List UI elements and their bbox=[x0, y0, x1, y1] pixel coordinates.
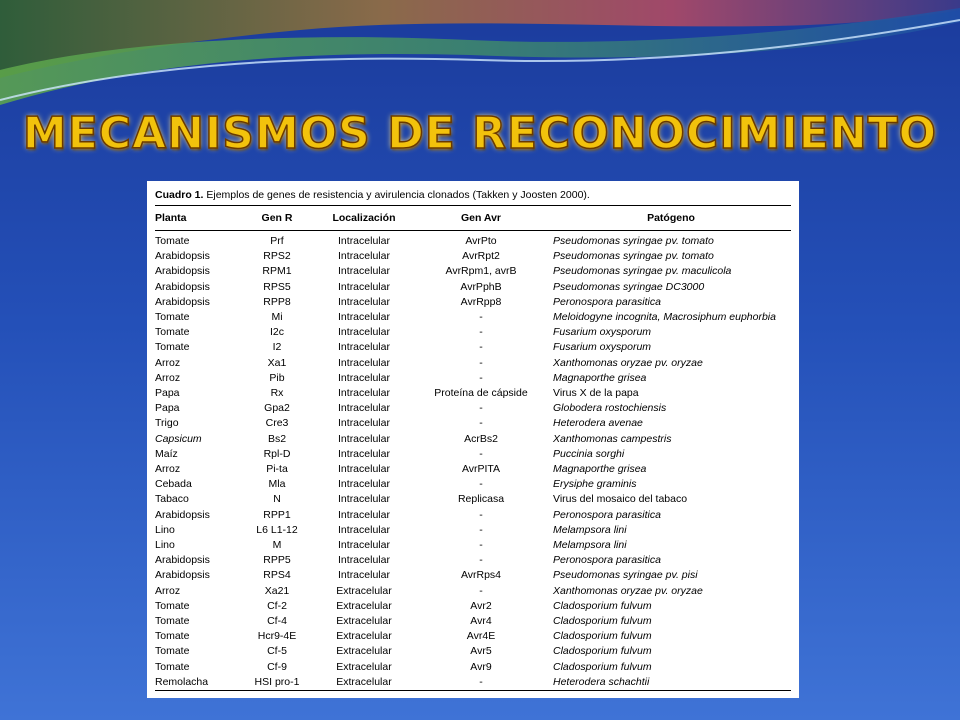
cell-gen-r: RPS2 bbox=[263, 250, 291, 263]
cell-planta: Tomate bbox=[155, 341, 190, 354]
cell-gen-r: Cf-9 bbox=[267, 660, 287, 673]
slide-title: MECANISMOS DE RECONOCIMIENTO bbox=[22, 108, 938, 159]
cell-planta: Arabidopsis bbox=[155, 554, 210, 567]
table-row bbox=[155, 553, 791, 568]
cell-localizacion: Intracelular bbox=[338, 417, 390, 430]
table-document bbox=[147, 181, 799, 698]
cell-patogeno: Pseudomonas syringae pv. maculicola bbox=[553, 265, 732, 278]
cell-gen-avr: Avr9 bbox=[470, 660, 492, 673]
table-row bbox=[155, 568, 791, 583]
cell-gen-r: Bs2 bbox=[267, 432, 287, 445]
table-body bbox=[155, 231, 791, 691]
cell-localizacion: Intracelular bbox=[338, 311, 390, 324]
table-row bbox=[155, 386, 791, 401]
cell-planta: Arroz bbox=[155, 356, 181, 369]
cell-patogeno: Xanthomonas oryzae pv. oryzae bbox=[553, 584, 703, 597]
table-row bbox=[155, 599, 791, 614]
cell-patogeno: Cladosporium fulvum bbox=[553, 630, 652, 643]
table-row bbox=[155, 432, 791, 447]
header-planta: Planta bbox=[155, 206, 243, 231]
cell-gen-avr: AvrRpm1, avrB bbox=[445, 265, 517, 278]
cell-planta: Capsicum bbox=[155, 432, 202, 445]
cell-gen-avr: AvrRps4 bbox=[460, 569, 502, 582]
cell-localizacion: Intracelular bbox=[338, 402, 390, 415]
cell-patogeno: Virus X de la papa bbox=[553, 387, 639, 400]
cell-gen-r: RPP5 bbox=[263, 554, 291, 567]
cell-gen-avr: AvrPITA bbox=[461, 463, 501, 476]
cell-localizacion: Intracelular bbox=[338, 265, 390, 278]
cell-gen-avr: - bbox=[479, 402, 483, 415]
cell-gen-avr: Avr4 bbox=[470, 615, 492, 628]
table-row bbox=[155, 401, 791, 416]
cell-localizacion: Intracelular bbox=[338, 326, 390, 339]
cell-gen-r: Cf-2 bbox=[267, 599, 287, 612]
table-row bbox=[155, 416, 791, 431]
cell-planta: Papa bbox=[155, 402, 180, 415]
cell-localizacion: Intracelular bbox=[338, 569, 390, 582]
cell-gen-avr: Replicasa bbox=[457, 493, 505, 506]
cell-patogeno: Peronospora parasitica bbox=[553, 554, 661, 567]
cell-gen-avr: Proteína de cápside bbox=[434, 387, 528, 400]
table-row bbox=[155, 325, 791, 340]
cell-planta: Tomate bbox=[155, 599, 190, 612]
cell-planta: Tomate bbox=[155, 630, 190, 643]
table-row bbox=[155, 310, 791, 325]
cell-patogeno: Cladosporium fulvum bbox=[553, 660, 652, 673]
cell-gen-r: Rx bbox=[270, 387, 284, 400]
cell-gen-avr: - bbox=[479, 508, 483, 521]
cell-patogeno: Magnaporthe grisea bbox=[553, 371, 647, 384]
cell-patogeno: Erysiphe graminis bbox=[553, 478, 637, 491]
cell-localizacion: Intracelular bbox=[338, 235, 390, 247]
cell-gen-avr: - bbox=[479, 584, 483, 597]
cell-patogeno: Fusarium oxysporum bbox=[553, 341, 652, 354]
cell-gen-avr: - bbox=[479, 539, 483, 552]
cell-planta: Tomate bbox=[155, 615, 190, 628]
table-row bbox=[155, 264, 791, 279]
table-row bbox=[155, 644, 791, 659]
cell-planta: Arroz bbox=[155, 463, 181, 476]
cell-patogeno: Globodera rostochiensis bbox=[553, 402, 667, 415]
table-row bbox=[155, 584, 791, 599]
cell-localizacion: Intracelular bbox=[338, 280, 390, 293]
cell-localizacion: Intracelular bbox=[338, 341, 390, 354]
cell-patogeno: Heterodera schachtii bbox=[545, 675, 791, 691]
table-row bbox=[155, 523, 791, 538]
cell-localizacion: Extracelular bbox=[336, 660, 392, 673]
cell-planta: Tomate bbox=[155, 660, 190, 673]
cell-planta: Lino bbox=[155, 523, 175, 536]
cell-gen-avr: AvrRpt2 bbox=[462, 250, 500, 263]
cell-patogeno: Pseudomonas syringae pv. tomato bbox=[553, 235, 714, 247]
cell-gen-r: Xa1 bbox=[267, 356, 287, 369]
cell-localizacion: Intracelular bbox=[338, 447, 390, 460]
cell-gen-r: M bbox=[272, 539, 282, 552]
cell-gen-r: RPS5 bbox=[263, 280, 291, 293]
cell-gen-r: Hcr9-4E bbox=[257, 630, 297, 643]
cell-gen-avr: - bbox=[417, 675, 545, 691]
cell-localizacion: Intracelular bbox=[338, 250, 390, 263]
cell-localizacion: Intracelular bbox=[338, 371, 390, 384]
cell-localizacion: Intracelular bbox=[338, 432, 390, 445]
cell-localizacion: Intracelular bbox=[338, 356, 390, 369]
cell-planta: Tomate bbox=[155, 326, 190, 339]
cell-patogeno: Xanthomonas campestris bbox=[553, 432, 672, 445]
cell-gen-r: I2c bbox=[269, 326, 284, 339]
table-row bbox=[155, 629, 791, 644]
header-wave-decoration bbox=[0, 0, 960, 120]
table-row bbox=[155, 660, 791, 675]
cell-patogeno: Meloidogyne incognita, Macrosiphum euphorbia bbox=[553, 311, 776, 324]
cell-localizacion: Intracelular bbox=[338, 523, 390, 536]
cell-gen-r: Rpl-D bbox=[263, 447, 291, 460]
cell-gen-avr: AvrPphB bbox=[460, 280, 502, 293]
cell-gen-r: RPS4 bbox=[263, 569, 291, 582]
cell-gen-avr: Avr2 bbox=[470, 599, 492, 612]
table-row bbox=[155, 231, 791, 250]
table-row bbox=[155, 614, 791, 629]
cell-gen-avr: AcrBs2 bbox=[464, 432, 498, 445]
cell-gen-r: Cre3 bbox=[265, 417, 289, 430]
cell-localizacion: Intracelular bbox=[338, 295, 390, 308]
cell-planta: Arroz bbox=[155, 371, 181, 384]
cell-gen-r: Gpa2 bbox=[264, 402, 290, 415]
cell-localizacion: Intracelular bbox=[338, 463, 390, 476]
cell-planta: Arroz bbox=[155, 584, 181, 597]
table-row bbox=[155, 371, 791, 386]
cell-gen-avr: - bbox=[479, 554, 483, 567]
cell-gen-avr: - bbox=[479, 341, 483, 354]
cell-patogeno: Cladosporium fulvum bbox=[553, 615, 652, 628]
table-row bbox=[155, 280, 791, 295]
table-row bbox=[155, 508, 791, 523]
table-row bbox=[155, 462, 791, 477]
cell-gen-avr: AvrPto bbox=[465, 235, 497, 247]
cell-localizacion: Intracelular bbox=[338, 478, 390, 491]
cell-planta: Tomate bbox=[155, 645, 190, 658]
cell-patogeno: Melampsora lini bbox=[553, 539, 627, 552]
caption-text: Ejemplos de genes de resistencia y avirulencia clonados (Takken y Joosten 2000). bbox=[206, 189, 590, 201]
cell-planta: Tabaco bbox=[155, 493, 189, 506]
cell-gen-r: RPP8 bbox=[263, 295, 291, 308]
table-caption bbox=[155, 187, 791, 205]
cell-gen-r: Prf bbox=[270, 235, 284, 247]
cell-gen-avr: - bbox=[479, 356, 483, 369]
cell-gen-avr: Avr4E bbox=[466, 630, 496, 643]
cell-planta: Tomate bbox=[155, 311, 190, 324]
cell-gen-avr: Avr5 bbox=[470, 645, 492, 658]
cell-planta: Arabidopsis bbox=[155, 280, 210, 293]
cell-patogeno: Peronospora parasitica bbox=[553, 295, 661, 308]
header-gen-r: Gen R bbox=[243, 206, 311, 231]
cell-patogeno: Cladosporium fulvum bbox=[553, 599, 652, 612]
cell-patogeno: Virus del mosaico del tabaco bbox=[553, 493, 688, 506]
cell-gen-r: HSI pro-1 bbox=[243, 675, 311, 691]
table-header-row bbox=[155, 206, 791, 231]
table-row bbox=[155, 675, 791, 691]
cell-gen-r: Cf-5 bbox=[267, 645, 287, 658]
cell-gen-r: Mla bbox=[268, 478, 286, 491]
cell-gen-avr: - bbox=[479, 326, 483, 339]
cell-gen-r: RPP1 bbox=[263, 508, 291, 521]
cell-patogeno: Pseudomonas syringae pv. pisi bbox=[553, 569, 698, 582]
cell-gen-r: RPM1 bbox=[262, 265, 292, 278]
cell-planta: Arabidopsis bbox=[155, 295, 210, 308]
table-row bbox=[155, 295, 791, 310]
cell-gen-r: Pi-ta bbox=[266, 463, 288, 476]
cell-gen-avr: - bbox=[479, 417, 483, 430]
cell-planta: Trigo bbox=[155, 417, 179, 430]
table-row bbox=[155, 477, 791, 492]
table-row bbox=[155, 447, 791, 462]
cell-localizacion: Intracelular bbox=[338, 508, 390, 521]
cell-planta: Remolacha bbox=[155, 675, 243, 691]
cell-localizacion: Intracelular bbox=[338, 387, 390, 400]
resistance-genes-table bbox=[155, 205, 791, 691]
cell-patogeno: Puccinia sorghi bbox=[553, 447, 625, 460]
cell-planta: Arabidopsis bbox=[155, 250, 210, 263]
cell-gen-r: Mi bbox=[271, 311, 283, 324]
cell-planta: Arabidopsis bbox=[155, 265, 210, 278]
cell-gen-r: Xa21 bbox=[264, 584, 290, 597]
cell-gen-avr: - bbox=[479, 371, 483, 384]
cell-gen-avr: - bbox=[479, 523, 483, 536]
cell-gen-r: Cf-4 bbox=[267, 615, 287, 628]
caption-label: Cuadro 1. bbox=[155, 189, 204, 201]
cell-patogeno: Heterodera avenae bbox=[553, 417, 643, 430]
table-row bbox=[155, 492, 791, 507]
cell-localizacion: Extracelular bbox=[336, 615, 392, 628]
cell-gen-avr: - bbox=[479, 447, 483, 460]
cell-gen-r: Pib bbox=[269, 371, 285, 384]
cell-patogeno: Magnaporthe grisea bbox=[553, 463, 647, 476]
cell-localizacion: Extracelular bbox=[336, 645, 392, 658]
cell-gen-avr: - bbox=[479, 311, 483, 324]
cell-gen-r: N bbox=[273, 493, 281, 506]
cell-localizacion: Extracelular bbox=[336, 584, 392, 597]
cell-planta: Lino bbox=[155, 539, 175, 552]
cell-patogeno: Fusarium oxysporum bbox=[553, 326, 652, 339]
cell-localizacion: Extracelular bbox=[336, 599, 392, 612]
cell-planta: Arabidopsis bbox=[155, 569, 210, 582]
cell-patogeno: Peronospora parasitica bbox=[553, 508, 661, 521]
cell-planta: Tomate bbox=[155, 235, 190, 247]
cell-localizacion: Extracelular bbox=[311, 675, 417, 691]
table-row bbox=[155, 356, 791, 371]
cell-localizacion: Intracelular bbox=[338, 493, 390, 506]
cell-planta: Cebada bbox=[155, 478, 192, 491]
cell-gen-r: I2 bbox=[272, 341, 282, 354]
table-row bbox=[155, 538, 791, 553]
cell-patogeno: Cladosporium fulvum bbox=[553, 645, 652, 658]
cell-planta: Arabidopsis bbox=[155, 508, 210, 521]
cell-patogeno: Melampsora lini bbox=[553, 523, 627, 536]
table-row bbox=[155, 249, 791, 264]
cell-patogeno: Pseudomonas syringae DC3000 bbox=[553, 280, 705, 293]
cell-localizacion: Intracelular bbox=[338, 554, 390, 567]
cell-localizacion: Extracelular bbox=[336, 630, 392, 643]
cell-patogeno: Pseudomonas syringae pv. tomato bbox=[553, 250, 714, 263]
header-gen-avr: Gen Avr bbox=[417, 206, 545, 231]
header-localizacion: Localización bbox=[311, 206, 417, 231]
table-row bbox=[155, 340, 791, 355]
cell-gen-avr: - bbox=[479, 478, 483, 491]
header-patogeno: Patógeno bbox=[545, 206, 791, 231]
cell-gen-r: L6 L1-12 bbox=[256, 523, 298, 536]
cell-gen-avr: AvrRpp8 bbox=[460, 295, 502, 308]
cell-planta: Maíz bbox=[155, 447, 178, 460]
cell-planta: Papa bbox=[155, 387, 180, 400]
cell-localizacion: Intracelular bbox=[338, 539, 390, 552]
cell-patogeno: Xanthomonas oryzae pv. oryzae bbox=[553, 356, 703, 369]
